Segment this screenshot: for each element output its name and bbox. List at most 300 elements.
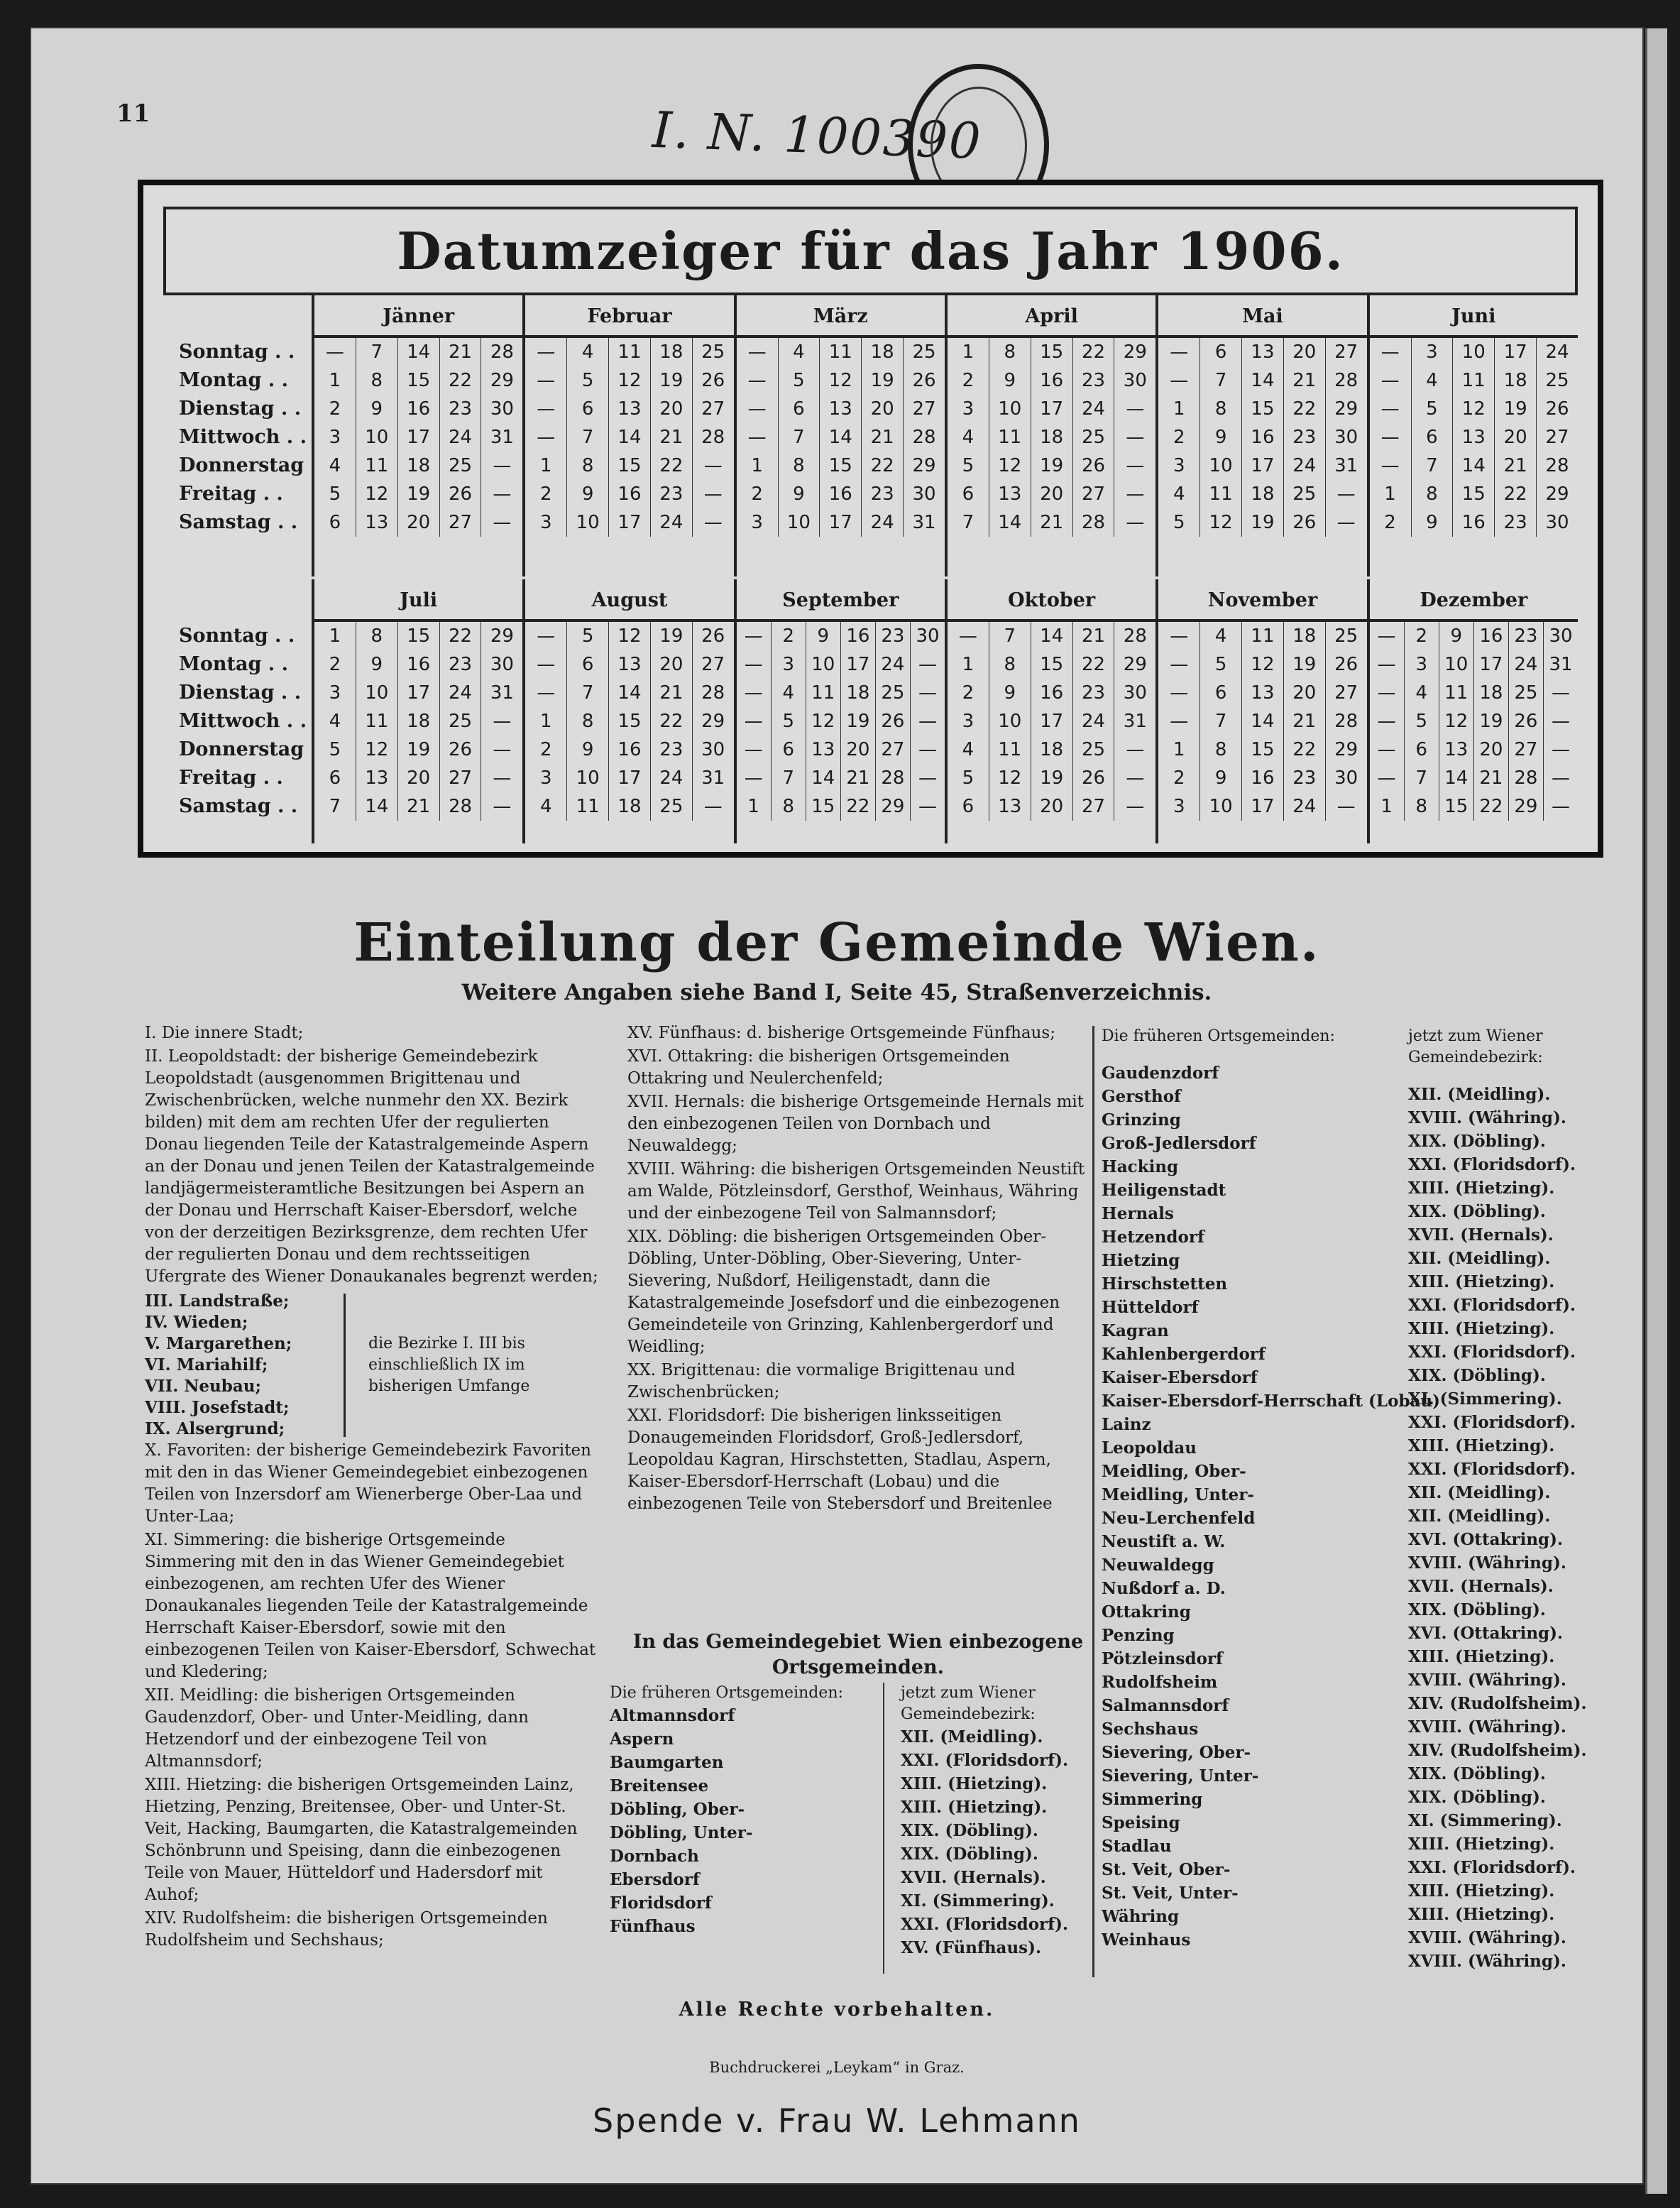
day-cell: 5 [1415,711,1427,732]
day-cell: — [1126,483,1145,505]
day-cell: — [1380,398,1400,420]
week-column [1073,622,1115,821]
community-name: St. Veit, Unter- [1102,1884,1239,1903]
day-cell: 4 [581,341,594,363]
day-cell: 3 [1426,341,1438,363]
day-cell: — [918,711,937,732]
day-cell: 21 [1479,767,1503,789]
day-cell: — [537,427,556,448]
district-assignment: XVI. (Ottakring). [1408,1624,1564,1643]
weekday-label: Donnerstag [179,454,304,476]
day-cell: 16 [617,739,642,760]
district-assignment: XVIII. (Währing). [1408,1717,1566,1737]
day-cell: 12 [1461,398,1486,420]
community-name: Hütteldorf [1102,1298,1199,1317]
day-cell: 22 [448,370,473,391]
day-cell: — [1377,625,1396,647]
day-cell: 2 [329,398,341,420]
donation-stamp: Spende v. Frau W. Lehmann [593,2102,1081,2140]
day-cell: 5 [581,370,594,391]
week-column [772,622,806,821]
day-cell: — [703,796,723,817]
day-cell: 10 [1444,654,1468,675]
day-cell: 22 [870,455,894,476]
day-cell: 1 [962,654,974,675]
day-cell: 15 [811,796,835,817]
day-cell: 31 [1549,654,1573,675]
day-cell: 21 [870,427,894,448]
day-cell: 6 [962,483,974,505]
week-column [1544,622,1578,821]
district-group-names [145,1291,344,1440]
district-assignment: XII. (Meidling). [1408,1085,1551,1104]
day-cell: 3 [962,398,974,420]
week-column [806,622,841,821]
day-cell: 8 [370,625,383,647]
calendar-header [163,207,1578,295]
community-name: Döbling, Ober- [610,1800,745,1819]
week-column [525,338,567,537]
day-cell: — [1380,370,1400,391]
day-cell: 2 [1173,427,1185,448]
week-column [440,338,482,537]
day-cell: 29 [1514,796,1538,817]
day-cell: — [493,767,512,789]
day-cell: 4 [793,341,805,363]
day-cell: 27 [1545,427,1569,448]
district-name: IV. Wieden; [145,1313,248,1332]
day-cell: — [1380,341,1400,363]
day-cell: 13 [1251,682,1275,704]
district-assignment: XV. (Fünfhaus). [901,1938,1042,1957]
month-grid [1370,622,1578,821]
district-paragraph: X. Favoriten: der bisherige Gemeindebezirk Favoriten mit den in das Wiener Gemeindegebiet einbezogenen Teilen von Inzersdorf am Wienerberge Ober-Laa und Unter-Laa; [145,1441,591,1526]
district-assignment: XIV. (Rudolfsheim). [1408,1694,1587,1713]
week-column [481,622,522,821]
day-cell: 11 [1444,682,1468,704]
day-cell: 23 [881,625,905,647]
day-cell: 11 [811,682,835,704]
weekday-label: Montag . . [179,369,288,391]
district-name: III. Landstraße; [145,1291,290,1311]
day-cell: 27 [701,398,725,420]
day-cell: 1 [962,341,974,363]
included-right-heading: jetzt zum Wiener Gemeindebezirk: [901,1684,1036,1723]
day-cell: 2 [751,483,763,505]
day-cell: — [1170,711,1189,732]
months-row [314,295,1578,576]
community-name: Ottakring [1102,1602,1191,1622]
day-cell: 15 [1040,654,1064,675]
community-name: Fünfhaus [610,1917,696,1936]
weekday-label: Sonntag . . [179,625,295,647]
districts-middle-column [627,1022,1089,1516]
day-cell: 24 [1081,711,1106,732]
week-column [1114,622,1155,821]
week-column [398,338,440,537]
month-name: Dezember [1370,579,1578,622]
week-column [1326,622,1367,821]
rights-notice: Alle Rechte vorbehalten. [679,1999,995,2021]
district-assignment: XIII. (Hietzing). [1408,1905,1555,1924]
weekday-label: Mittwoch . . [179,710,307,732]
day-cell: 24 [1514,654,1538,675]
day-cell: 23 [448,398,473,420]
week-column [398,622,440,821]
day-cell: 22 [1292,739,1317,760]
day-cell: — [918,767,937,789]
week-column [948,338,989,537]
months-row [314,579,1578,843]
community-name: Speising [1102,1813,1180,1832]
day-cell: 19 [407,483,431,505]
day-cell: 17 [828,512,852,533]
day-cell: 4 [329,455,341,476]
community-name: Hirschstetten [1102,1274,1228,1294]
day-cell: 18 [846,682,870,704]
day-cell: 26 [1334,654,1358,675]
day-cell: 18 [407,455,431,476]
day-cell: 14 [828,427,852,448]
month-name: Jänner [314,295,522,338]
day-cell: 11 [365,455,389,476]
day-cell: — [1377,739,1396,760]
district-paragraph: XX. Brigittenau: die vormalige Brigittenau und Zwischenbrücken; [627,1361,1016,1401]
day-cell: — [1336,796,1356,817]
district-paragraph: I. Die innere Stadt; [145,1024,304,1042]
district-paragraph: XXI. Floridsdorf: Die bisherigen linksseitigen Donaugemeinden Floridsdorf, Groß-Jedlersdorf, Leopoldau Kagran, Hirschstetten, Stadlau, Aspern, Kaiser-Ebersdorf-Herrschaft (Lobau) und die einbezogenen Teile von Stebersdorf und Breitenlee [627,1406,1053,1513]
day-cell: 22 [659,711,683,732]
district-assignment: XIII. (Hietzing). [1408,1835,1555,1854]
day-cell: 8 [1426,483,1438,505]
day-cell: — [1170,370,1189,391]
day-cell: 7 [1426,455,1438,476]
day-cell: 14 [1461,455,1486,476]
day-cell: 24 [448,682,473,704]
day-cell: 17 [1503,341,1527,363]
community-name: Kaiser-Ebersdorf-Herrschaft (Lobau) [1102,1392,1441,1411]
month-grid [737,338,945,537]
day-cell: 22 [1292,398,1317,420]
day-cell: 30 [1549,625,1573,647]
day-cell: — [1336,512,1356,533]
week-column [609,338,651,537]
day-cell: 30 [1123,682,1147,704]
day-cell: 28 [701,427,725,448]
district-assignment-rows [1408,1083,1621,1973]
community-name: Neu-Lerchenfeld [1102,1509,1256,1528]
community-name: Baumgarten [610,1753,724,1772]
community-name: Kahlenbergerdorf [1102,1345,1266,1364]
day-cell: 29 [912,455,936,476]
day-cell: — [1336,483,1356,505]
day-cell: 13 [365,767,389,789]
month-block [737,295,948,576]
day-cell: — [537,625,556,647]
day-cell: — [744,739,763,760]
day-cell: 16 [828,483,852,505]
day-cell: — [537,682,556,704]
district-assignment: XI. (Simmering). [1408,1811,1562,1830]
day-cell: 20 [1503,427,1527,448]
community-name: Döbling, Unter- [610,1823,753,1842]
day-cell: 31 [912,512,936,533]
day-cell: 2 [329,654,341,675]
week-column [1495,338,1537,537]
month-block [314,579,525,843]
day-cell: 8 [1214,398,1227,420]
day-cell: 17 [407,427,431,448]
day-cell: — [493,483,512,505]
day-cell: 23 [1081,370,1106,391]
day-cell: 25 [1081,739,1106,760]
day-cell: — [1170,682,1189,704]
day-cell: 18 [1292,625,1317,647]
day-cell: — [1126,427,1145,448]
month-grid [1158,338,1366,537]
day-cell: 30 [701,739,725,760]
day-cell: 26 [1081,767,1106,789]
day-cell: 15 [617,455,642,476]
day-cell: 11 [998,739,1022,760]
district-name: VII. Neubau; [145,1377,261,1396]
bracket [344,1294,360,1437]
day-cell: 21 [407,796,431,817]
month-grid [525,622,733,821]
month-grid [1370,338,1578,537]
day-cell: 13 [1461,427,1486,448]
day-cell: 14 [617,427,642,448]
day-cell: 30 [1123,370,1147,391]
day-cell: 10 [576,512,600,533]
community-name: Neustift a. W. [1102,1532,1226,1551]
day-cell: — [1377,767,1396,789]
day-cell: 3 [1173,796,1185,817]
district-assignment-list [1408,1026,1621,1973]
day-cell: 17 [1040,398,1064,420]
community-name: Grinzing [1102,1110,1181,1130]
day-cell: 1 [1173,398,1185,420]
day-cell: 18 [870,341,894,363]
day-cell: 3 [329,682,341,704]
community-name: Pötzleinsdorf [1102,1649,1223,1668]
day-cell: 26 [448,739,473,760]
day-cell: 22 [846,796,870,817]
day-cell: 28 [701,682,725,704]
day-cell: 19 [1479,711,1503,732]
district-assignment: XVI. (Ottakring). [1408,1530,1564,1549]
weekday-list [179,338,306,537]
day-cell: 6 [1214,682,1227,704]
day-cell: — [1126,512,1145,533]
day-cell: — [1170,654,1189,675]
day-cell: 26 [1081,455,1106,476]
day-cell: — [493,455,512,476]
day-cell: — [325,341,344,363]
day-cell: 12 [617,370,642,391]
week-column [1242,338,1284,537]
day-cell: 2 [539,739,552,760]
day-cell: 4 [1426,370,1438,391]
day-cell: 10 [365,427,389,448]
week-column [481,338,522,537]
day-cell: 25 [1514,682,1538,704]
day-cell: 24 [1545,341,1569,363]
community-name: Gersthof [1102,1087,1181,1106]
community-name: Salmannsdorf [1102,1696,1229,1715]
day-cell: — [537,341,556,363]
community-name: Aspern [610,1729,674,1749]
district-assignment: XVIII. (Währing). [1408,1108,1566,1127]
day-cell: — [744,682,763,704]
week-column [1158,622,1200,821]
day-cell: 2 [1173,767,1185,789]
day-cell: 25 [701,341,725,363]
month-name: Februar [525,295,733,338]
week-column [1200,622,1242,821]
week-column [1158,338,1200,537]
day-cell: 21 [659,682,683,704]
day-cell: 24 [1292,796,1317,817]
day-cell: 22 [659,455,683,476]
day-cell: 26 [1545,398,1569,420]
day-cell: 30 [1334,427,1358,448]
community-name: Leopoldau [1102,1438,1197,1458]
day-cell: — [493,796,512,817]
day-cell: 1 [1173,739,1185,760]
day-cell: — [493,711,512,732]
day-cell: 27 [1514,739,1538,760]
district-assignment: XIII. (Hietzing). [1408,1179,1555,1198]
day-cell: 4 [962,739,974,760]
week-column [1031,622,1073,821]
day-cell: 10 [998,398,1022,420]
day-cell: 14 [407,341,431,363]
day-cell: 15 [1444,796,1468,817]
included-communities-title: In das Gemeindegebiet Wien einbezogene Ortsgemeinden. [632,1631,1084,1678]
day-cell: 20 [1292,341,1317,363]
day-cell: — [1551,767,1570,789]
day-cell: 21 [1503,455,1527,476]
community-name: Währing [1102,1907,1180,1926]
day-cell: 10 [1461,341,1486,363]
month-grid [314,622,522,821]
day-cell: 29 [1334,398,1358,420]
day-cell: — [1170,341,1189,363]
day-cell: 5 [793,370,805,391]
day-cell: 4 [329,711,341,732]
community-name: Meidling, Ober- [1102,1462,1246,1481]
day-cell: — [744,625,763,647]
district-assignment: XXI. (Floridsdorf). [1408,1296,1576,1315]
day-cell: 2 [962,682,974,704]
day-cell: — [747,398,767,420]
day-cell: 20 [1292,682,1317,704]
day-cell: 21 [448,341,473,363]
day-cell: 31 [1123,711,1147,732]
day-cell: 30 [490,654,514,675]
day-cell: 5 [962,767,974,789]
district-assignment: XII. (Meidling). [901,1727,1043,1747]
day-cell: 27 [881,739,905,760]
day-cell: 10 [1209,455,1233,476]
day-cell: 8 [793,455,805,476]
day-cell: 22 [1503,483,1527,505]
day-cell: 12 [1209,512,1233,533]
day-cell: 22 [448,625,473,647]
day-cell: 5 [962,455,974,476]
included-right-rows [901,1725,1092,1960]
day-cell: 1 [751,455,763,476]
day-cell: 8 [1004,654,1016,675]
day-cell: 27 [1081,796,1106,817]
day-cell: 15 [828,455,852,476]
week-column [820,338,862,537]
day-cell: 5 [1173,512,1185,533]
day-cell: 12 [998,455,1022,476]
weekday-label: Mittwoch . . [179,426,307,448]
day-cell: 28 [881,767,905,789]
day-cell: 9 [581,483,594,505]
day-cell: 5 [782,711,795,732]
day-cell: 28 [1081,512,1106,533]
day-cell: 24 [659,767,683,789]
day-cell: 20 [1040,483,1064,505]
day-cell: 28 [1334,711,1358,732]
day-cell: 6 [581,654,594,675]
day-cell: 13 [828,398,852,420]
day-cell: 4 [782,682,795,704]
month-name: Mai [1158,295,1366,338]
day-cell: 27 [701,654,725,675]
day-cell: — [744,711,763,732]
day-cell: 3 [539,512,552,533]
weekday-list [179,622,306,821]
day-cell: 28 [448,796,473,817]
day-cell: 4 [1415,682,1427,704]
day-cell: 24 [448,427,473,448]
day-cell: — [493,739,512,760]
day-cell: 11 [1251,625,1275,647]
district-paragraph: XVIII. Währing: die bisherigen Ortsgemeinden Neustift am Walde, Pötzleinsdorf, Gersthof, Weinhaus, Währing und der einbezogene Teil von Salmannsdorf; [627,1160,1085,1223]
community-name: Ebersdorf [610,1870,700,1889]
district-assignment: XVII. (Hernals). [1408,1577,1554,1596]
day-cell: — [918,796,937,817]
included-left-rows [610,1704,915,1938]
week-column [693,338,734,537]
day-cell: 17 [617,512,642,533]
week-column [356,338,398,537]
day-cell: 31 [490,427,514,448]
day-cell: 6 [329,512,341,533]
district-paragraph: XV. Fünfhaus: d. bisherige Ortsgemeinde Fünfhaus; [627,1024,1055,1042]
community-name: Heiligenstadt [1102,1181,1226,1200]
day-cell: 16 [1461,512,1486,533]
day-cell: 11 [1209,483,1233,505]
day-cell: 21 [1040,512,1064,533]
day-cell: 10 [786,512,811,533]
week-column [1509,622,1544,821]
day-cell: 23 [1292,427,1317,448]
day-cell: 18 [1479,682,1503,704]
day-cell: 12 [998,767,1022,789]
day-cell: 19 [659,370,683,391]
district-assignment: XIII. (Hietzing). [901,1798,1048,1817]
day-cell: 18 [1040,427,1064,448]
district-assignment: XXI. (Floridsdorf). [901,1915,1068,1934]
week-column [440,622,482,821]
day-cell: 23 [870,483,894,505]
